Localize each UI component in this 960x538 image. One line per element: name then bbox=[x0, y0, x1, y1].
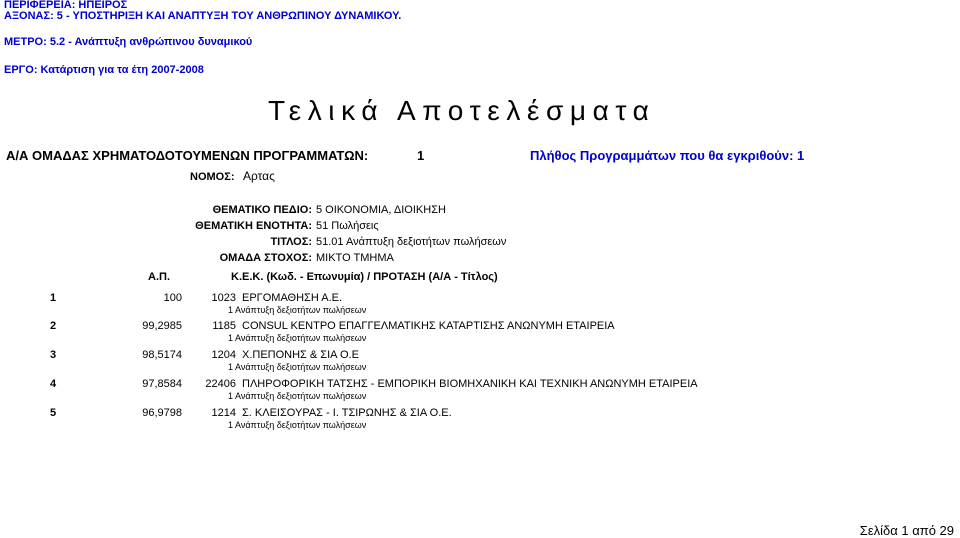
row-proposal: 1 Ανάπτυξη δεξιοτήτων πωλήσεων bbox=[228, 362, 367, 372]
programs-count: Πλήθος Προγραμμάτων που θα εγκριθούν: 1 bbox=[530, 148, 805, 163]
row-kek-name: Χ.ΠΕΠΟΝΗΣ & ΣΙΑ Ο.Ε bbox=[242, 349, 359, 361]
row-score: 97,8584 bbox=[142, 378, 182, 390]
row-rank: 5 bbox=[50, 407, 57, 419]
row-rank: 1 bbox=[50, 292, 57, 304]
thematic-unit-label: ΘΕΜΑΤΙΚΗ ΕΝΟΤΗΤΑ: bbox=[195, 220, 312, 232]
row-score: 96,9798 bbox=[142, 407, 182, 419]
row-rank: 4 bbox=[50, 378, 57, 390]
row-proposal: 1 Ανάπτυξη δεξιοτήτων πωλήσεων bbox=[228, 333, 367, 343]
row-kek-code: 1023 bbox=[211, 292, 236, 304]
row-score: 99,2985 bbox=[142, 320, 182, 332]
row-proposal: 1 Ανάπτυξη δεξιοτήτων πωλήσεων bbox=[228, 391, 367, 401]
thematic-unit-value: 51 Πωλήσεις bbox=[316, 220, 379, 232]
axis-line: ΑΞΟΝΑΣ: 5 - ΥΠΟΣΤΗΡΙΞΗ ΚΑΙ ΑΝΑΠΤΥΞΗ ΤΟΥ ΑΝΘΡΩΠΙΝΟΥ ΔΥΝΑΜΙΚΟΥ. bbox=[4, 10, 402, 22]
nomos-value: Αρτας bbox=[242, 169, 275, 183]
nomos-line bbox=[190, 167, 275, 185]
target-group-value: ΜΙΚΤΟ ΤΜΗΜΑ bbox=[316, 252, 394, 264]
page-number: Σελίδα 1 από 29 bbox=[859, 523, 954, 538]
row-proposal: 1 Ανάπτυξη δεξιοτήτων πωλήσεων bbox=[228, 305, 367, 315]
nomos-label: ΝΟΜΟΣ: bbox=[190, 171, 235, 183]
row-kek-name: ΠΛΗΡΟΦΟΡΙΚΗ ΤΑΤΣΗΣ - ΕΜΠΟΡΙΚΗ ΒΙΟΜΗΧΑΝΙΚΗ ΚΑΙ ΤΕΧΝΙΚΗ ΑΝΩΝΥΜΗ ΕΤΑΙΡΕΙΑ bbox=[242, 378, 698, 390]
column-header-ap: Α.Π. bbox=[148, 271, 170, 283]
target-group-label: ΟΜΑΔΑ ΣΤΟΧΟΣ: bbox=[219, 252, 312, 264]
row-kek-code: 1214 bbox=[211, 407, 236, 419]
row-kek-name: Σ. ΚΛΕΙΣΟΥΡΑΣ - Ι. ΤΣΙΡΩΝΗΣ & ΣΙΑ Ο.Ε. bbox=[242, 407, 452, 419]
titlos-label: ΤΙΤΛΟΣ: bbox=[270, 236, 312, 248]
row-kek-code: 1185 bbox=[212, 320, 236, 332]
measure-line: ΜΕΤΡΟ: 5.2 - Ανάπτυξη ανθρώπινου δυναμικού bbox=[4, 36, 253, 48]
row-rank: 2 bbox=[50, 320, 57, 332]
page-title: Τελικά Αποτελέσματα bbox=[268, 95, 656, 126]
thematic-field-label: ΘΕΜΑΤΙΚΟ ΠΕΔΙΟ: bbox=[212, 204, 312, 216]
row-rank: 3 bbox=[50, 349, 57, 361]
thematic-field-value: 5 ΟΙΚΟΝΟΜΙΑ, ΔΙΟΙΚΗΣΗ bbox=[316, 204, 446, 216]
group-label: Α/Α ΟΜΑΔΑΣ ΧΡΗΜΑΤΟΔΟΤΟΥΜΕΝΩΝ ΠΡΟΓΡΑΜΜΑΤΩΝ: bbox=[6, 148, 369, 163]
region-line: ΠΕΡΙΦΕΡΕΙΑ: ΗΠΕΙΡΟΣ bbox=[4, 0, 128, 11]
row-kek-name: ΕΡΓΟΜΑΘΗΣΗ Α.Ε. bbox=[242, 292, 343, 304]
row-score: 98,5174 bbox=[142, 349, 182, 361]
project-line: ΕΡΓΟ: Κατάρτιση για τα έτη 2007-2008 bbox=[4, 64, 204, 76]
row-kek-name: CONSUL ΚΕΝΤΡΟ ΕΠΑΓΓΕΛΜΑΤΙΚΗΣ ΚΑΤΑΡΤΙΣΗΣ ΑΝΩΝΥΜΗ ΕΤΑΙΡΕΙΑ bbox=[242, 320, 615, 332]
group-value: 1 bbox=[417, 148, 425, 163]
row-proposal: 1 Ανάπτυξη δεξιοτήτων πωλήσεων bbox=[228, 420, 367, 430]
row-score: 100 bbox=[163, 292, 182, 304]
group-line bbox=[6, 148, 436, 163]
row-kek-code: 1204 bbox=[211, 349, 236, 361]
column-header-kek: Κ.Ε.Κ. (Κωδ. - Επωνυμία) / ΠΡΟΤΑΣΗ (Α/Α - Τίτλος) bbox=[231, 271, 498, 283]
titlos-value: 51.01 Ανάπτυξη δεξιοτήτων πωλήσεων bbox=[316, 236, 507, 248]
row-kek-code: 22406 bbox=[205, 378, 236, 390]
